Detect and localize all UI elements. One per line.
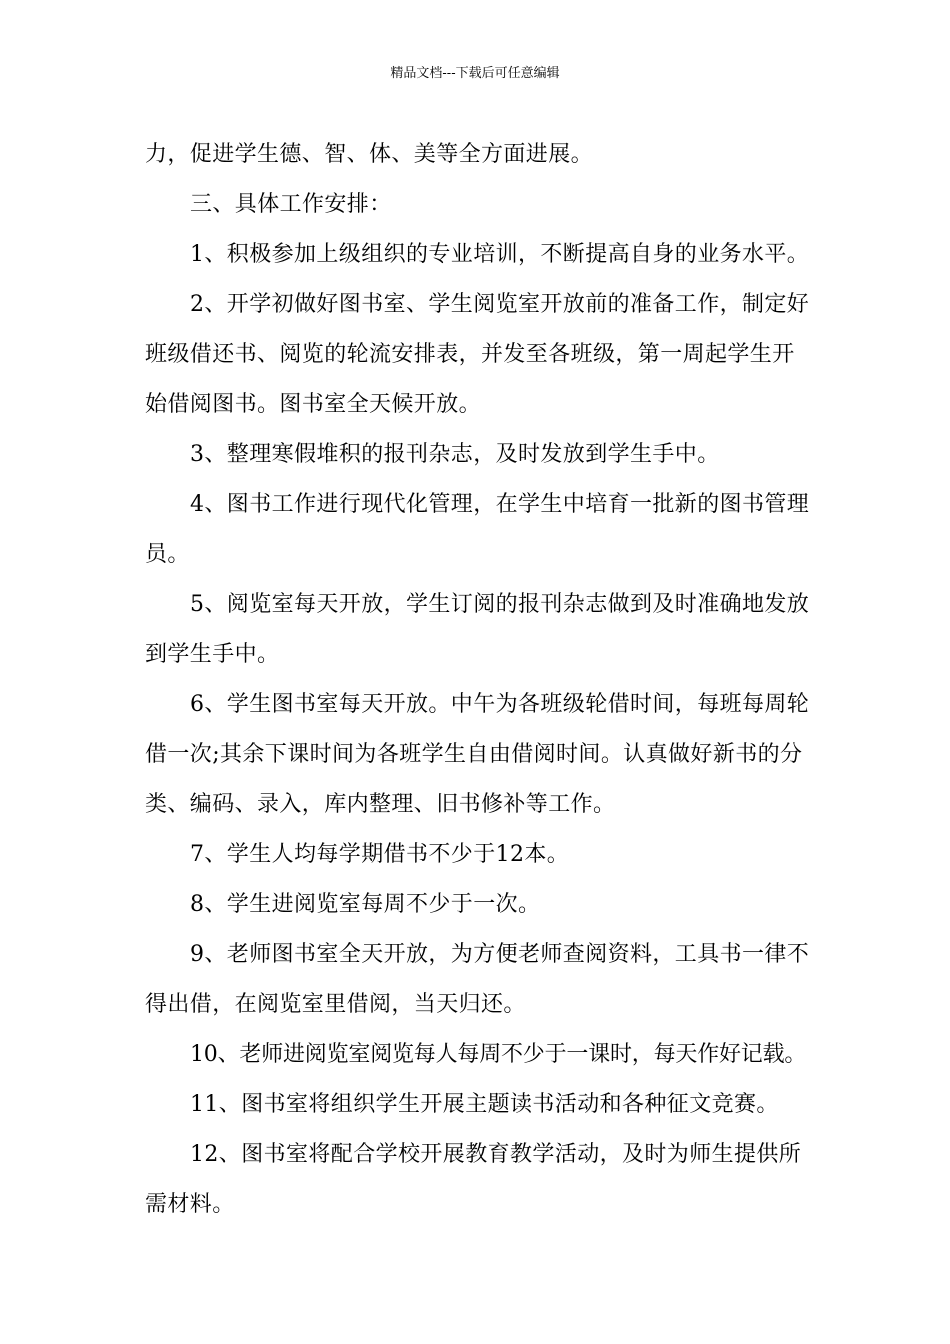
text-line: 12、图书室将配合学校开展教育教学活动，及时为师生提供所 bbox=[190, 1142, 802, 1167]
page-header: 精品文档---下载后可任意编辑 bbox=[390, 66, 560, 81]
text-line: 到学生手中。 bbox=[145, 642, 280, 667]
section-heading: 三、具体工作安排： bbox=[190, 192, 392, 217]
text-line: 始借阅图书。图书室全天候开放。 bbox=[145, 392, 482, 417]
text-line: 1、积极参加上级组织的专业培训，不断提高自身的业务水平。 bbox=[190, 242, 810, 267]
text-line: 借一次;其余下课时间为各班学生自由借阅时间。认真做好新书的分 bbox=[145, 742, 803, 767]
text-line: 2、开学初做好图书室、学生阅览室开放前的准备工作，制定好 bbox=[190, 292, 810, 317]
text-line: 6、学生图书室每天开放。中午为各班级轮借时间，每班每周轮 bbox=[190, 692, 810, 717]
text-line: 得出借，在阅览室里借阅，当天归还。 bbox=[145, 992, 526, 1017]
text-line: 3、整理寒假堆积的报刊杂志，及时发放到学生手中。 bbox=[190, 442, 720, 467]
text-line: 11、图书室将组织学生开展主题读书活动和各种征文竞赛。 bbox=[190, 1092, 779, 1117]
text-line: 力，促进学生德、智、体、美等全方面进展。 bbox=[145, 142, 594, 167]
text-line: 10、老师进阅览室阅览每人每周不少于一课时，每天作好记载。 bbox=[190, 1042, 807, 1067]
text-line: 员。 bbox=[145, 542, 190, 567]
text-line: 5、阅览室每天开放，学生订阅的报刊杂志做到及时准确地发放 bbox=[190, 592, 810, 617]
text-line: 7、学生人均每学期借书不少于12本。 bbox=[190, 842, 570, 867]
text-line: 9、老师图书室全天开放，为方便老师查阅资料，工具书一律不 bbox=[190, 942, 810, 967]
text-line: 类、编码、录入，库内整理、旧书修补等工作。 bbox=[145, 792, 616, 817]
text-line: 需材料。 bbox=[145, 1192, 235, 1217]
document-body bbox=[145, 130, 810, 1230]
text-line: 班级借还书、阅览的轮流安排表，并发至各班级，第一周起学生开 bbox=[145, 342, 795, 367]
text-line: 8、学生进阅览室每周不少于一次。 bbox=[190, 892, 541, 917]
text-line: 4、图书工作进行现代化管理，在学生中培育一批新的图书管理 bbox=[190, 492, 810, 517]
